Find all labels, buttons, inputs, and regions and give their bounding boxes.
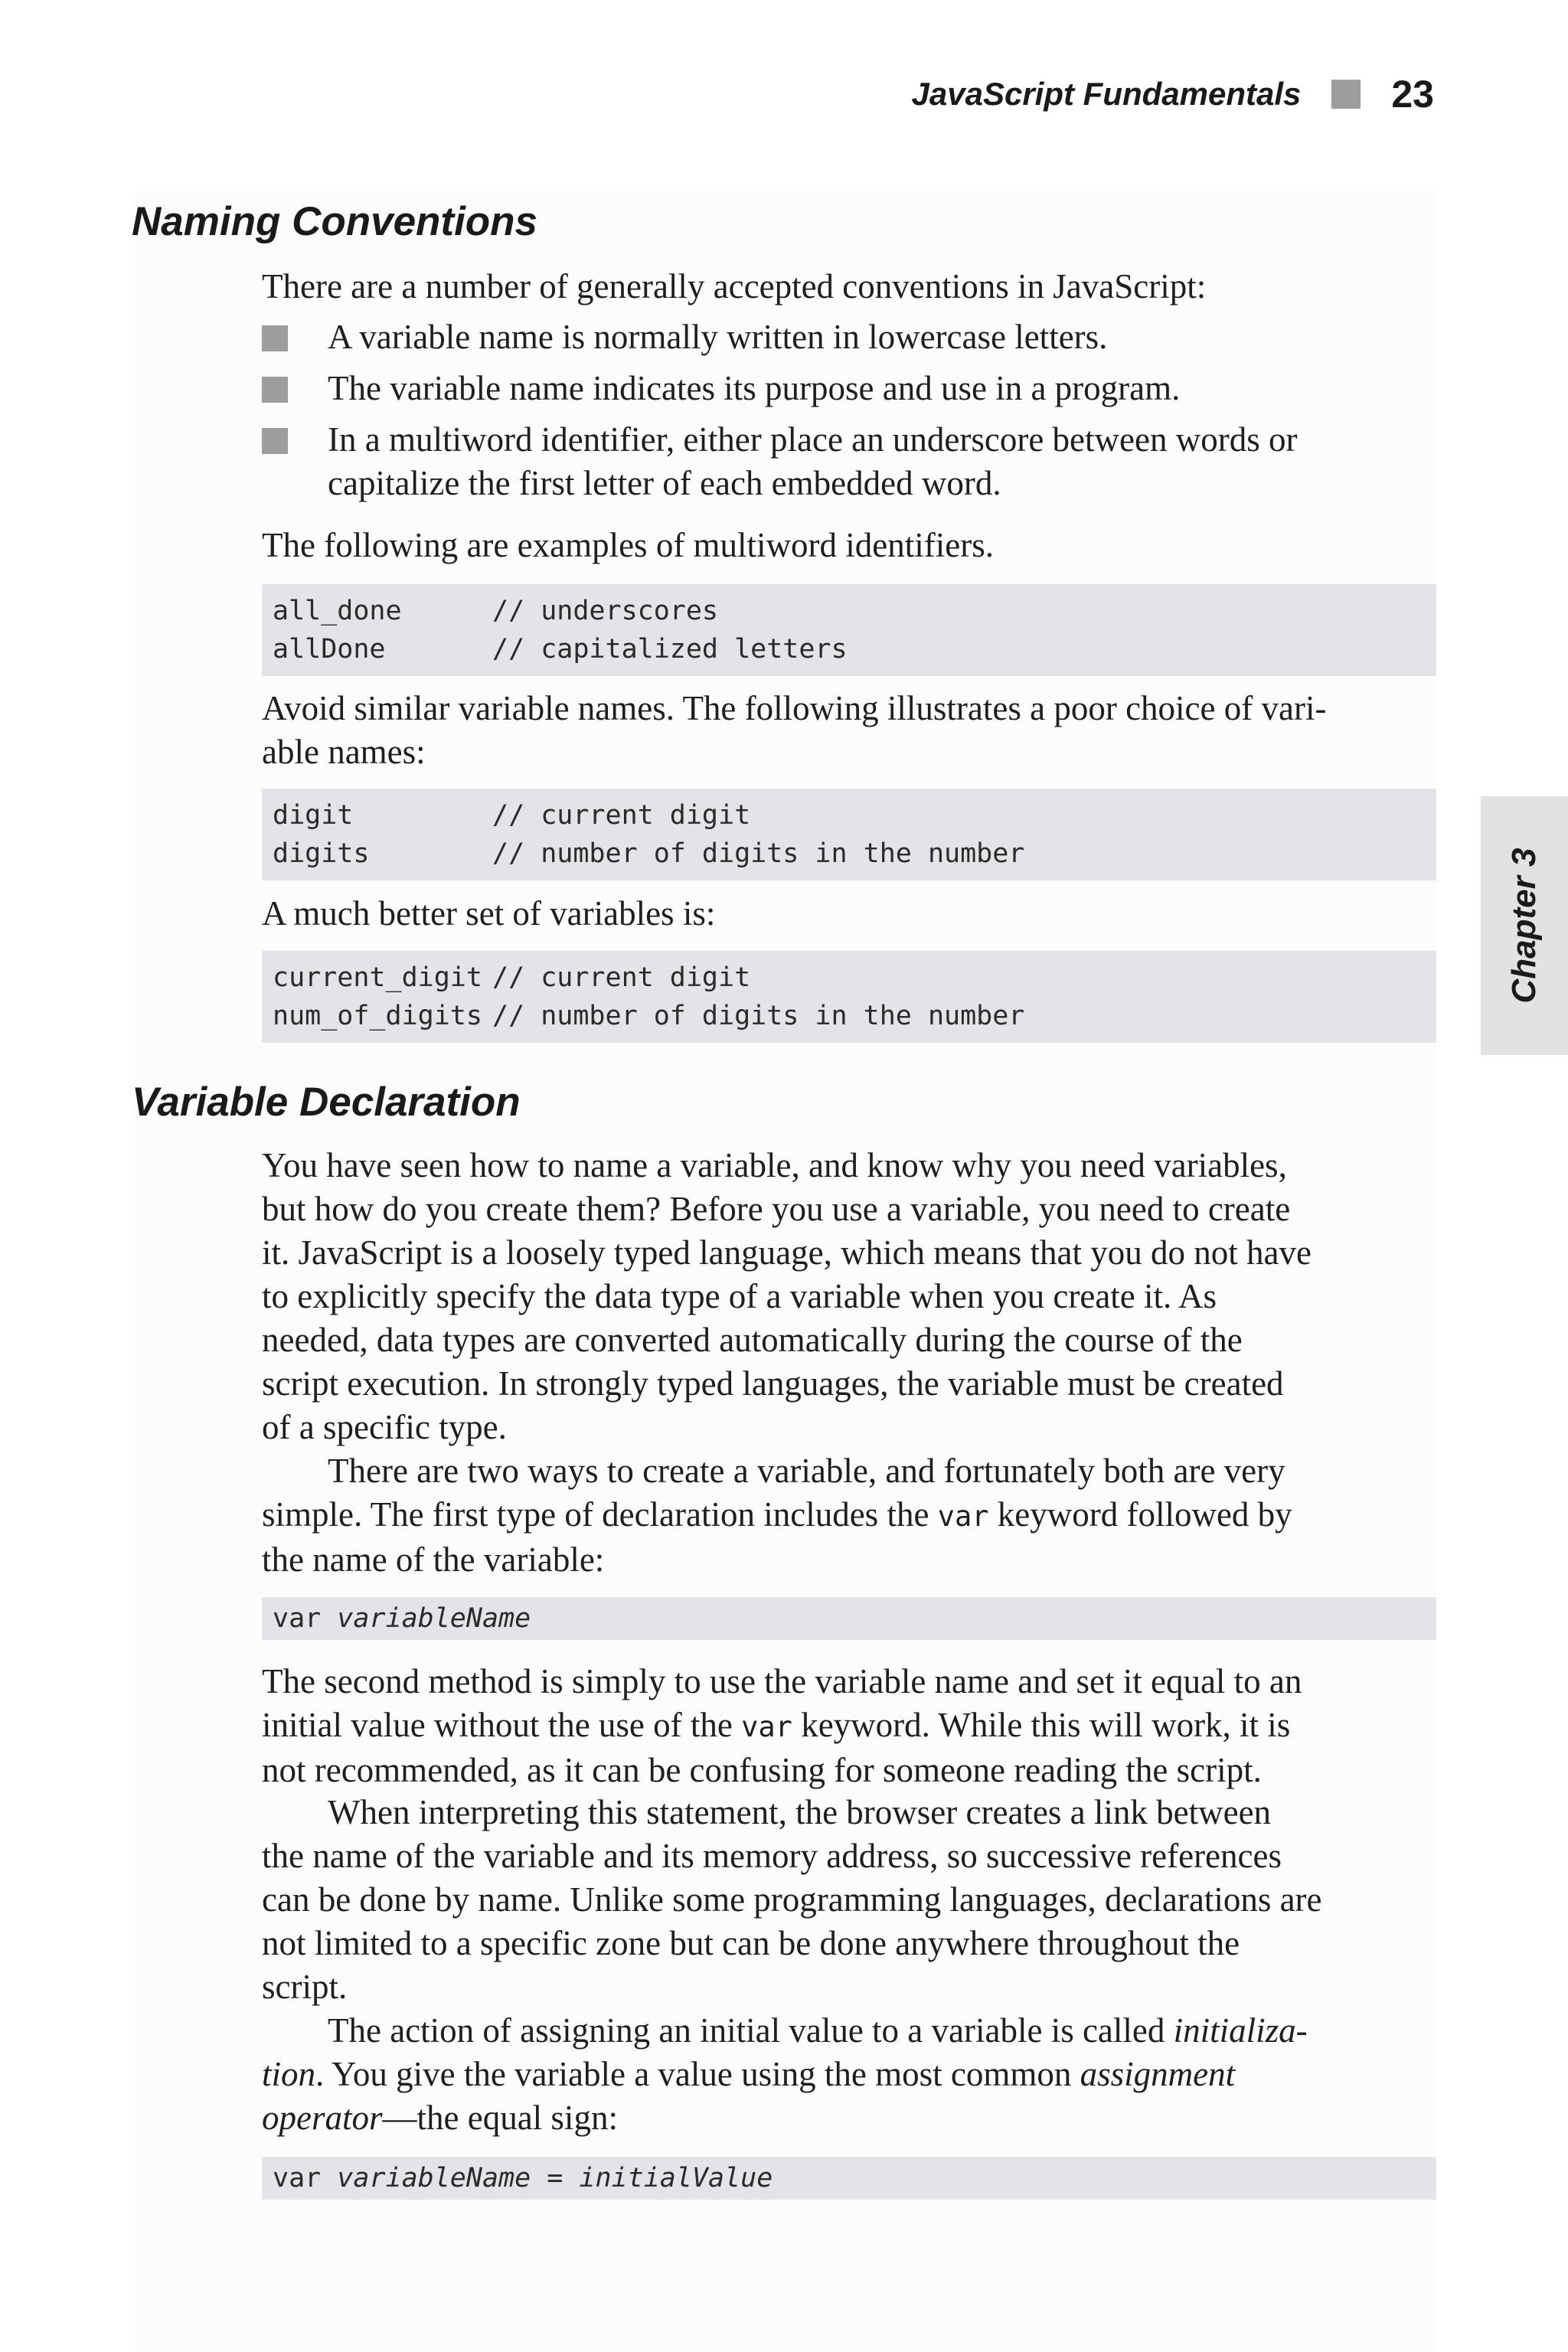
declaration-paragraph-2 bbox=[262, 1449, 1426, 1582]
code-operator: = bbox=[547, 2163, 564, 2194]
header-title: JavaScript Fundamentals bbox=[911, 76, 1302, 112]
code-line bbox=[273, 1605, 1436, 1632]
section-heading-declaration: Variable Declaration bbox=[132, 1080, 521, 1125]
inline-code: var bbox=[741, 1710, 792, 1743]
code-line bbox=[273, 630, 1436, 668]
inline-code: var bbox=[937, 1500, 989, 1533]
code-value: initialValue bbox=[579, 2163, 773, 2194]
paragraph-line: but how do you create them? Before you use a variable, you need to create bbox=[262, 1190, 1291, 1228]
declaration-paragraph-4 bbox=[262, 1791, 1426, 2009]
code-comment: // number of digits in the number bbox=[492, 1001, 1025, 1031]
avoid-similar-paragraph bbox=[262, 687, 1426, 774]
paragraph-line bbox=[262, 2053, 1426, 2096]
code-block-initialization bbox=[262, 2157, 1436, 2200]
emphasis-text: initializa- bbox=[1173, 2011, 1308, 2050]
code-comment: // current digit bbox=[492, 800, 751, 831]
code-identifier: num_of_digits bbox=[273, 1001, 482, 1031]
code-comment: // number of digits in the number bbox=[492, 838, 1025, 869]
better-set-paragraph bbox=[262, 892, 1426, 936]
paragraph-line bbox=[262, 1493, 1426, 1538]
text-run: —the equal sign: bbox=[382, 2099, 618, 2137]
paragraph-line: script. bbox=[262, 1968, 348, 2006]
emphasis-text: assignment bbox=[1080, 2055, 1236, 2093]
code-block-poor-names bbox=[262, 789, 1436, 880]
paragraph-line: not limited to a specific zone but can be done anywhere throughout the bbox=[262, 1924, 1240, 1962]
chapter-tab-label: Chapter 3 bbox=[1505, 848, 1543, 1004]
paragraph-line bbox=[262, 1704, 1426, 1749]
bullet-square-icon bbox=[262, 325, 288, 351]
bullet-item bbox=[262, 418, 1433, 505]
code-identifier: digits bbox=[273, 838, 370, 869]
bullet-text: A variable name is normally written in lowercase letters. bbox=[328, 318, 1108, 356]
paragraph-line: to explicitly specify the data type of a variable when you create it. As bbox=[262, 1277, 1217, 1315]
code-block-multiword bbox=[262, 584, 1436, 676]
paragraph-line: the name of the variable: bbox=[262, 1540, 605, 1579]
code-identifier: all_done bbox=[273, 596, 402, 626]
paragraph-line: When interpreting this statement, the browser creates a link between bbox=[328, 1793, 1272, 1831]
intro-line: There are a number of generally accepted conventions in JavaScript: bbox=[262, 267, 1207, 305]
naming-bullet-list bbox=[262, 315, 1433, 505]
text-run: The action of assigning an initial value to a variable is called bbox=[328, 2011, 1174, 2050]
examples-intro bbox=[262, 524, 1426, 567]
naming-intro bbox=[262, 265, 1426, 309]
code-line bbox=[273, 959, 1436, 997]
paragraph-line bbox=[262, 2009, 1426, 2053]
paragraph-line: the name of the variable and its memory address, so successive references bbox=[262, 1837, 1282, 1875]
text-run: . You give the variable a value using the most common bbox=[315, 2055, 1080, 2093]
text-run: keyword. While this will work, it is bbox=[792, 1706, 1291, 1744]
code-block-var-declaration bbox=[262, 1597, 1436, 1640]
paragraph-line: it. JavaScript is a loosely typed language, which means that you do not have bbox=[262, 1233, 1312, 1272]
declaration-paragraph-5 bbox=[262, 2009, 1426, 2140]
paragraph-line: not recommended, as it can be confusing for someone reading the script. bbox=[262, 1751, 1262, 1789]
paragraph-line: A much better set of variables is: bbox=[262, 894, 716, 933]
paragraph-line bbox=[262, 2096, 1426, 2140]
bullet-item bbox=[262, 315, 1433, 367]
code-identifier: allDone bbox=[273, 634, 386, 665]
paragraph-line: The second method is simply to use the variable name and set it equal to an bbox=[262, 1662, 1302, 1700]
code-line bbox=[273, 2164, 1436, 2192]
code-comment: // capitalized letters bbox=[492, 634, 848, 665]
code-keyword: var bbox=[273, 2163, 322, 2194]
code-comment: // current digit bbox=[492, 962, 751, 993]
paragraph-line: can be done by name. Unlike some programming languages, declarations are bbox=[262, 1880, 1322, 1919]
bullet-square-icon bbox=[262, 428, 288, 454]
bullet-text: In a multiword identifier, either place an underscore between words or bbox=[328, 420, 1298, 459]
paragraph-line: script execution. In strongly typed languages, the variable must be created bbox=[262, 1364, 1284, 1403]
code-line bbox=[273, 835, 1436, 873]
examples-intro-line: The following are examples of multiword identifiers. bbox=[262, 526, 994, 564]
paragraph-line: needed, data types are converted automatically during the course of the bbox=[262, 1321, 1243, 1359]
paragraph-line: able names: bbox=[262, 733, 426, 771]
code-identifier: current_digit bbox=[273, 962, 482, 993]
text-run: initial value without the use of the bbox=[262, 1706, 742, 1744]
code-comment: // underscores bbox=[492, 596, 719, 626]
header-square-icon bbox=[1331, 80, 1361, 109]
bullet-item bbox=[262, 367, 1433, 418]
code-variable: variableName bbox=[337, 2163, 531, 2194]
declaration-paragraph-3 bbox=[262, 1660, 1426, 1792]
paragraph-line: Avoid similar variable names. The following illustrates a poor choice of vari- bbox=[262, 689, 1327, 727]
bullet-square-icon bbox=[262, 377, 288, 403]
section-heading-naming: Naming Conventions bbox=[132, 199, 538, 244]
code-variable: variableName bbox=[337, 1603, 531, 1634]
page-number: 23 bbox=[1391, 73, 1434, 116]
declaration-paragraph-1 bbox=[262, 1144, 1426, 1449]
chapter-tab bbox=[1481, 796, 1568, 1055]
code-line bbox=[273, 796, 1436, 835]
code-block-better-names bbox=[262, 951, 1436, 1043]
bullet-text: capitalize the first letter of each embedded word. bbox=[328, 464, 1001, 502]
code-identifier: digit bbox=[273, 800, 354, 831]
code-line bbox=[273, 592, 1436, 630]
paragraph-line: of a specific type. bbox=[262, 1408, 507, 1446]
emphasis-text: tion bbox=[262, 2055, 316, 2093]
emphasis-text: operator bbox=[262, 2099, 383, 2137]
bullet-text: The variable name indicates its purpose and use in a program. bbox=[328, 369, 1181, 407]
paragraph-line: There are two ways to create a variable, and fortunately both are very bbox=[328, 1452, 1285, 1490]
code-keyword: var bbox=[273, 1603, 322, 1634]
paragraph-line: You have seen how to name a variable, and know why you need variables, bbox=[262, 1146, 1287, 1184]
running-header bbox=[912, 67, 1434, 121]
text-run: keyword followed by bbox=[988, 1495, 1292, 1534]
code-line bbox=[273, 997, 1436, 1035]
text-run: simple. The first type of declaration includes the bbox=[262, 1495, 938, 1534]
